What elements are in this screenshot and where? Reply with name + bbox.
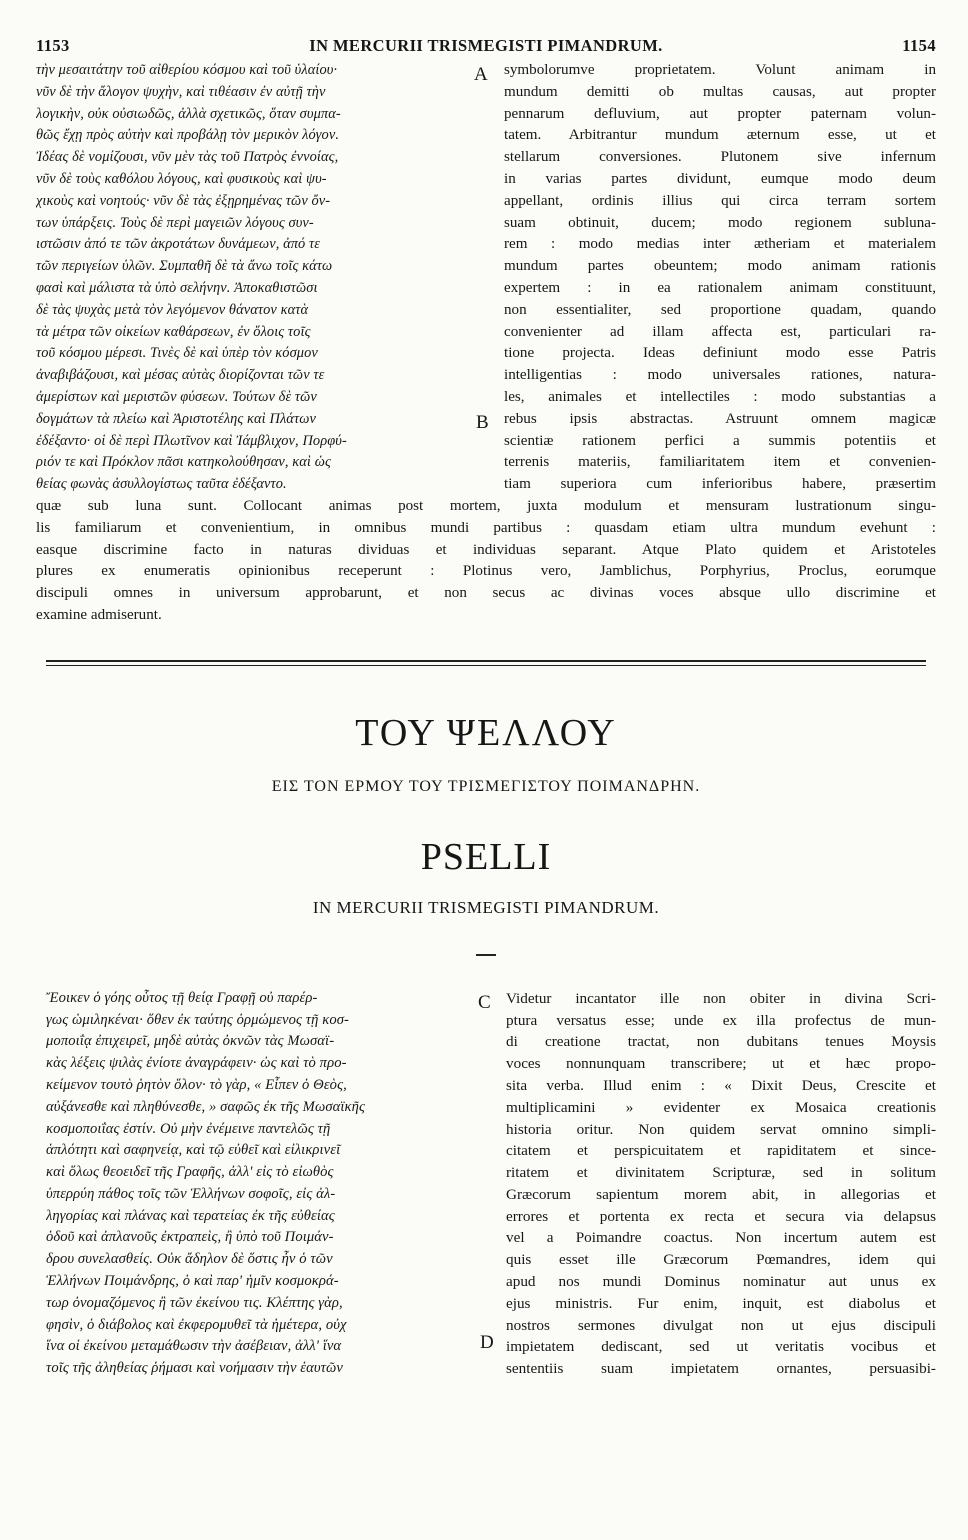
- greek-text-line: ὑπερρύη πάθος τοῖς τῶν Ἑλλήνων σοφοῖς, εἰς ἀλ-: [46, 1185, 336, 1202]
- greek-text-line: κοσμοποιΐας ἐστίν. Οὐ μὴν ἐνέμεινε παντελῶς τῇ: [46, 1120, 331, 1137]
- latin-column-top: [504, 60, 936, 496]
- latin-text-line: historia oritur. Non quidem servat omnino simpli-: [506, 1120, 936, 1138]
- latin-text-line: discipuli omnes in universum approbarunt, et non secus ac divinas voces absque ullo discrimine et: [36, 585, 936, 602]
- greek-text-line: τὴν μεσαιτάτην τοῦ αἰθερίου κόσμου καὶ τοῦ ὑλαίου·: [36, 62, 338, 78]
- running-title: IN MERCURII TRISMEGISTI PIMANDRUM.: [309, 36, 663, 55]
- latin-text-line: rem : modo medias inter ætheriam et materialem: [504, 236, 936, 253]
- title-dash: [476, 954, 496, 956]
- greek-text-line: κείμενον τουτὸ ῥητὸν ὅλον· τὸ γὰρ, « Εἶπεν ὁ Θεὸς,: [46, 1076, 347, 1093]
- latin-text-line: in varias partes dividunt, eumque modo deum: [504, 170, 936, 187]
- latin-text-line: mundum partes obeuntem; modo animam rationis: [504, 258, 936, 275]
- greek-section-subtitle: ΕΙΣ ΤΟΝ ΕΡΜΟΥ ΤΟΥ ΤΡΙΣΜΕΓΙΣΤΟΥ ΠΟΙΜΑΝΔΡΗΝ.: [271, 777, 701, 795]
- greek-text-line: φησὶν, ὁ διάβολος καὶ ἐκφερομυθεῖ τὰ ἡμέτερα, οὐχ: [46, 1316, 347, 1333]
- greek-text-line: ριόν τε καὶ Πρόκλον πᾶσι κατηκολούθησαν, καὶ ὡς: [36, 454, 331, 471]
- greek-text-line: ἁπλότητι καὶ σαφηνείᾳ, καὶ τῷ εὐθεῖ καὶ εἰλικρινεῖ: [46, 1142, 341, 1159]
- greek-text-line: τὰ μέτρα τῶν οἰκείων καθάρσεων, ἐν ὅλοις τοῖς: [36, 323, 311, 340]
- latin-text-line: impietatem dediscant, sed ut veritatis vocibus et: [506, 1338, 936, 1356]
- greek-text-line: καὶ ὅλως θεοειδεῖ τῆς Γραφῆς, ἀλλ' εἰς τὸ εἰωθὸς: [46, 1164, 334, 1181]
- greek-text-line: κὰς λέξεις ψιλὰς ἐνίοτε ἀναγράφειν· ὡς καὶ τὸ προ-: [46, 1055, 347, 1072]
- greek-text-line: μοποιΐᾳ ἐπιχειρεῖ, μηδὲ αὐτὰς ὀκνῶν τὰς Μωσαϊ-: [46, 1033, 335, 1050]
- greek-text-line: ἀναβιβάζουσι, καὶ μέσας αὐτὰς διορίζονται τῶν τε: [36, 367, 325, 384]
- latin-text-line: non essentialiter, sed proportione quadam, quando: [504, 301, 936, 318]
- greek-text-line: των ὑπάρξεις. Τοὺς δὲ περὶ μαγειῶν λόγους συν-: [36, 214, 314, 231]
- greek-column-top: [36, 60, 472, 496]
- greek-text-line: δρου συνελασθείς. Οὐκ ἄδηλον δὲ ὅστις ἦν ὁ τῶν: [46, 1251, 333, 1268]
- latin-text-line: sententiis suam impietatem ornantes, persuasibi-: [506, 1360, 936, 1378]
- latin-text-line: tiam superiora cum inferioribus habere, præsertim: [504, 476, 936, 493]
- greek-text-line: νῦν δὲ τὴν ἄλογον ψυχὴν, καὶ τιθέασιν ἐν αὐτῇ τὴν: [36, 83, 326, 100]
- latin-text-line: voces nonnunquam transcribere; ut et hæc propo-: [506, 1055, 936, 1073]
- greek-text-line: ὁδοῦ καὶ ἀπλανοῦς ἐκτραπεὶς, ἢ ὑπὸ τοῦ Ποιμάν-: [46, 1229, 334, 1246]
- latin-text-line: vel a Poimandre coactus. Non incertum autem est: [506, 1229, 936, 1247]
- latin-text-line: di creatione tractat, non dubitans tenues Moysis: [506, 1033, 936, 1051]
- latin-text-line: Græcorum sapientum morem abit, in allegorias et: [506, 1185, 936, 1203]
- latin-text-line: scientiæ rationem perfici a summis potentiis et: [504, 432, 936, 449]
- latin-full-width-paragraph: [36, 496, 936, 627]
- latin-text-line: stellarum conversiones. Plutonem sive infernum: [504, 149, 936, 166]
- greek-text-line: τοῦ κόσμου μέρεσι. Τινὲς δὲ καὶ ὑπὲρ τὸν κόσμον: [36, 345, 318, 362]
- latin-text-line: citatem et perspicuitatem et rapiditatem et since-: [506, 1142, 936, 1160]
- margin-letter-d: D: [480, 1331, 494, 1353]
- latin-text-line: mundum demitti ob multas causas, aut propter: [504, 83, 936, 100]
- latin-text-line: les, animales et intellectiles : modo substantias a: [504, 388, 936, 405]
- running-header: [36, 30, 936, 60]
- latin-text-line: apud nos mundi Dominus nominatur aut unus ex: [506, 1273, 936, 1291]
- latin-text-line: intelligentias : modo universales rationes, natura-: [504, 367, 936, 384]
- latin-text-line: Videtur incantator ille non obiter in divina Scri-: [506, 989, 936, 1007]
- latin-column-bottom: [506, 988, 936, 1380]
- latin-text-line: errores et portenta ex recta et secura via delapsus: [506, 1207, 936, 1225]
- latin-text-line: appellant, ordinis illius qui circa terram sortem: [504, 192, 936, 209]
- greek-text-line: Ἔοικεν ὁ γόης οὗτος τῇ θείᾳ Γραφῇ οὐ παρέρ-: [46, 989, 318, 1006]
- greek-text-line: φασὶ καὶ μάλιστα τὰ ὑπὸ σελήνην. Ἀποκαθιστῶσι: [36, 279, 318, 296]
- greek-text-line: νῦν δὲ τοὺς καθόλου λόγους, καὶ φυσικοὺς καὶ ψυ-: [36, 170, 327, 187]
- greek-text-line: θῶς ἔχῃ πρὸς αὐτὴν καὶ προβάλῃ τὸν μερικὸν λόγον.: [36, 127, 340, 144]
- greek-text-line: ἀμερίστων καὶ μεριστῶν φύσεων. Τούτων δὲ τῶν: [36, 388, 317, 405]
- greek-text-line: γως ὡμιληκέναι· ὅθεν ἐκ ταύτης ὁρμώμενος τῇ κοσ-: [46, 1011, 349, 1028]
- latin-text-line: easque discrimine facto in naturas dividuas et individuas separant. Atque Plato quidem et Aristoteles: [36, 541, 936, 558]
- greek-section-title: ΤΟΥ ΨΕΛΛΟΥ: [355, 711, 617, 754]
- margin-letter-a: A: [474, 64, 488, 85]
- latin-text-line: convenienter ad illam affecta est, particulari ra-: [504, 323, 936, 340]
- bottom-columns: [36, 988, 936, 1380]
- latin-text-line: ptura versatus esse; unde ex illa profectus de mun-: [506, 1011, 936, 1029]
- latin-text-line: pennarum defluvium, aut propter paternam volun-: [504, 105, 936, 122]
- greek-text-line: τωρ ὀνομαζόμενος ἢ τῶν ἐκείνου τις. Κλέπτης γὰρ,: [46, 1294, 343, 1311]
- margin-letter-b: B: [476, 412, 489, 433]
- latin-text-line: ritatem et divinitatem Scripturæ, sed in solitum: [506, 1164, 936, 1182]
- latin-text-line: ejus ministris. Fur enim, inquit, est diabolus et: [506, 1294, 936, 1312]
- latin-text-line: terrenis materiis, familiaritatem item et convenien-: [504, 454, 936, 471]
- greek-text-line: δογμάτων τὰ πλείω καὶ Ἀριστοτέλης καὶ Πλάτων: [36, 410, 316, 427]
- latin-text-line: sita verba. Illud enim : « Dixit Deus, Crescite et: [506, 1076, 936, 1094]
- margin-letter-c: C: [478, 991, 491, 1013]
- greek-text-line: τῶν περιγείων ὑλῶν. Συμπαθῆ δὲ τὰ ἄνω τοῖς κάτω: [36, 258, 333, 275]
- greek-text-line: ἐδέξαντο· οἱ δὲ περὶ Πλωτῖνον καὶ Ἰάμβλιχον, Πορφύ-: [36, 432, 347, 449]
- latin-text-line: symbolorumve proprietatem. Volunt animam in: [504, 62, 936, 78]
- latin-text-line: multiplicamini » evidenter ex Mosaica creationis: [506, 1098, 936, 1116]
- greek-text-line: ἵνα οἱ ἐκείνου μεταμάθωσιν τὴν ἀσέβειαν, ἀλλ' ἵνα: [46, 1338, 342, 1355]
- latin-text-line: expertem : in ea rationalem animam constituunt,: [504, 279, 936, 296]
- greek-text-line: αὐξάνεσθε καὶ πληθύνεσθε, » σαφῶς ἐκ τῆς Μωσαϊκῆς: [46, 1098, 366, 1115]
- latin-text-line: suam obtinuit, ducem; modo regionem subluna-: [504, 214, 936, 231]
- latin-text-line: tatem. Arbitrantur mundum æternum esse, ut et: [504, 127, 936, 144]
- latin-text-line: lis familiarum et convenientium, in omnibus mundi partibus : quasdam etiam ultra mundum evehunt :: [36, 519, 936, 536]
- left-page-number: 1153: [36, 36, 70, 55]
- section-divider-rule: [46, 660, 926, 666]
- latin-text-line: nostros sermones divulgat non ut ejus discipuli: [506, 1316, 936, 1334]
- latin-text-line: plures ex enumeratis opinionibus receperunt : Plotinus vero, Jamblichus, Porphyrius, Proclus, eorumque: [36, 563, 936, 580]
- greek-text-line: Ἑλλήνων Ποιμάνδρης, ὁ καὶ παρ' ἡμῖν κοσμοκρά-: [46, 1273, 339, 1290]
- greek-text-line: θείας φωνὰς ἀσυλλογίστως ταῦτα ἐδέξαντο.: [36, 476, 287, 493]
- greek-text-line: ληγορίας καὶ πλάνας καὶ τερατείας ἐκ τῆς εὐθείας: [46, 1207, 335, 1224]
- latin-section-subtitle: IN MERCURII TRISMEGISTI PIMANDRUM.: [312, 897, 660, 917]
- latin-text-line: quis esset ille Græcorum Pœmandres, idem qui: [506, 1251, 936, 1269]
- greek-text-line: ιστῶσιν ἀπό τε τῶν ἀκροτάτων δυνάμεων, ἀπό τε: [36, 236, 321, 253]
- greek-column-bottom: [36, 988, 472, 1380]
- greek-text-line: τοῖς τῆς ἀληθείας ῥήμασι καὶ νοήμασιν τὴν ἑαυτῶν: [46, 1360, 343, 1377]
- greek-text-line: δὲ τὰς ψυχὰς μετὰ τὸν λεγόμενον θάνατον κατὰ: [36, 301, 309, 318]
- book-page: [36, 30, 936, 1380]
- latin-text-line: quæ sub luna sunt. Collocant animas post mortem, juxta modulum et mensuram lustrationum singu-: [36, 497, 936, 514]
- greek-text-line: χικοὺς καὶ νοητούς· νῦν δὲ τὰς ἐξῃρημένας τῶν ὄν-: [36, 192, 331, 209]
- right-page-number: 1154: [902, 36, 936, 55]
- latin-section-title: PSELLI: [420, 835, 552, 878]
- latin-text-line: tione projecta. Ideas definiunt modo esse Patris: [504, 345, 936, 362]
- latin-text-line: rebus ipsis abstractas. Astruunt omnem magicæ: [504, 410, 936, 427]
- latin-text-line: examine admiserunt.: [36, 606, 162, 623]
- greek-text-line: Ἰδέας δὲ νομίζουσι, νῦν μὲν τὰς τοῦ Πατρὸς ἐννοίας,: [36, 149, 339, 166]
- greek-text-line: λογικὴν, οὐκ οὐσιωδῶς, ἀλλὰ σχετικῶς, ὅταν συμπα-: [36, 105, 341, 122]
